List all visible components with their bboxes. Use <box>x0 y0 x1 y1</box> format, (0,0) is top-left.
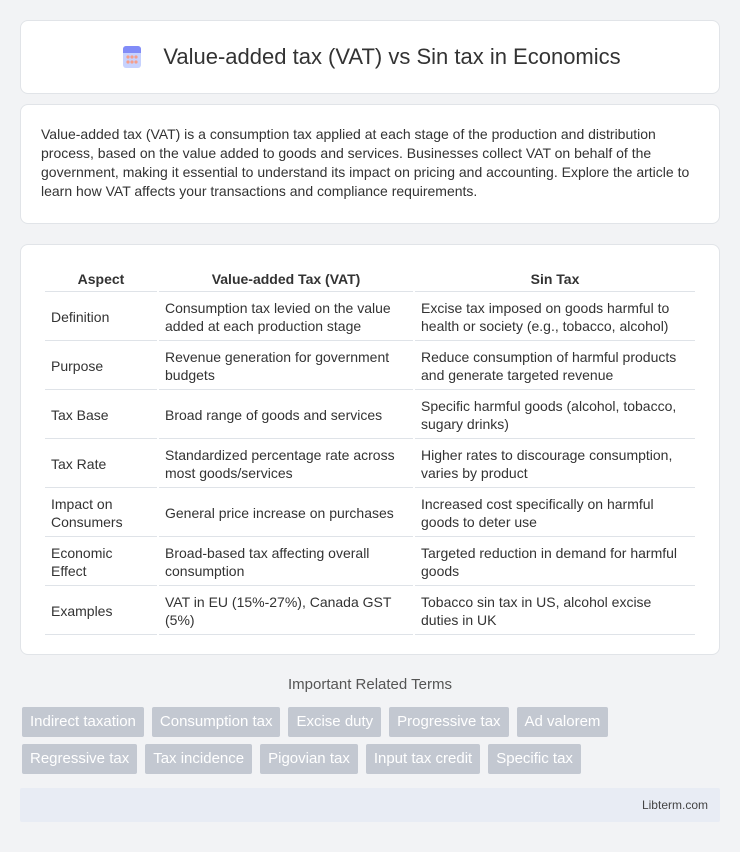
row-aspect: Impact on Consumers <box>45 490 157 537</box>
row-vat: Consumption tax levied on the value added at each production stage <box>159 294 413 341</box>
intro-text: Value-added tax (VAT) is a consumption tax applied at each stage of the production and distribution process, based on the value added to goods and services. Businesses collect VAT on behalf of the government, making it essential to understand its impact on pricing and accounting. Explore the article to learn how VAT affects your transactions and compliance requirements. <box>41 126 690 199</box>
tag-consumption-tax[interactable]: Consumption tax <box>152 707 281 737</box>
row-sin-tax: Increased cost specifically on harmful goods to deter use <box>415 490 695 537</box>
table-row <box>45 392 695 439</box>
title-card <box>20 20 720 94</box>
row-aspect: Examples <box>45 588 157 635</box>
row-aspect: Tax Base <box>45 392 157 439</box>
table-row <box>45 343 695 390</box>
row-vat: VAT in EU (15%-27%), Canada GST (5%) <box>159 588 413 635</box>
tag-tax-incidence[interactable]: Tax incidence <box>145 744 252 774</box>
column-header-aspect: Aspect <box>45 267 157 292</box>
table-header-row <box>45 267 695 292</box>
tag-input-tax-credit[interactable]: Input tax credit <box>366 744 480 774</box>
tag-ad-valorem[interactable]: Ad valorem <box>517 707 609 737</box>
row-sin-tax: Reduce consumption of harmful products and generate targeted revenue <box>415 343 695 390</box>
row-sin-tax: Excise tax imposed on goods harmful to health or society (e.g., tobacco, alcohol) <box>415 294 695 341</box>
row-aspect: Purpose <box>45 343 157 390</box>
row-vat: Broad range of goods and services <box>159 392 413 439</box>
tag-specific-tax[interactable]: Specific tax <box>488 744 581 774</box>
comparison-table <box>43 265 697 637</box>
tag-indirect-taxation[interactable]: Indirect taxation <box>22 707 144 737</box>
row-aspect: Economic Effect <box>45 539 157 586</box>
row-aspect: Definition <box>45 294 157 341</box>
row-sin-tax: Higher rates to discourage consumption, varies by product <box>415 441 695 488</box>
tag-pigovian-tax[interactable]: Pigovian tax <box>260 744 358 774</box>
row-vat: Revenue generation for government budgets <box>159 343 413 390</box>
page-title: Value-added tax (VAT) vs Sin tax in Economics <box>163 44 621 69</box>
tag-regressive-tax[interactable]: Regressive tax <box>22 744 137 774</box>
footer <box>20 788 720 822</box>
table-row <box>45 441 695 488</box>
row-sin-tax: Tobacco sin tax in US, alcohol excise duties in UK <box>415 588 695 635</box>
row-sin-tax: Specific harmful goods (alcohol, tobacco, sugary drinks) <box>415 392 695 439</box>
table-row <box>45 490 695 537</box>
row-vat: Broad-based tax affecting overall consumption <box>159 539 413 586</box>
row-vat: Standardized percentage rate across most goods/services <box>159 441 413 488</box>
table-row <box>45 539 695 586</box>
row-aspect: Tax Rate <box>45 441 157 488</box>
column-header-vat: Value-added Tax (VAT) <box>159 267 413 292</box>
table-row <box>45 588 695 635</box>
comparison-card <box>20 244 720 655</box>
row-sin-tax: Targeted reduction in demand for harmful goods <box>415 539 695 586</box>
calculator-icon <box>119 44 145 70</box>
related-terms-list <box>22 707 722 774</box>
row-vat: General price increase on purchases <box>159 490 413 537</box>
column-header-sin-tax: Sin Tax <box>415 267 695 292</box>
footer-site-link[interactable]: Libterm.com <box>641 798 708 812</box>
tag-progressive-tax[interactable]: Progressive tax <box>389 707 508 737</box>
intro-card <box>20 104 720 224</box>
tag-excise-duty[interactable]: Excise duty <box>288 707 381 737</box>
table-row <box>45 294 695 341</box>
related-terms-heading: Important Related Terms <box>288 676 452 693</box>
